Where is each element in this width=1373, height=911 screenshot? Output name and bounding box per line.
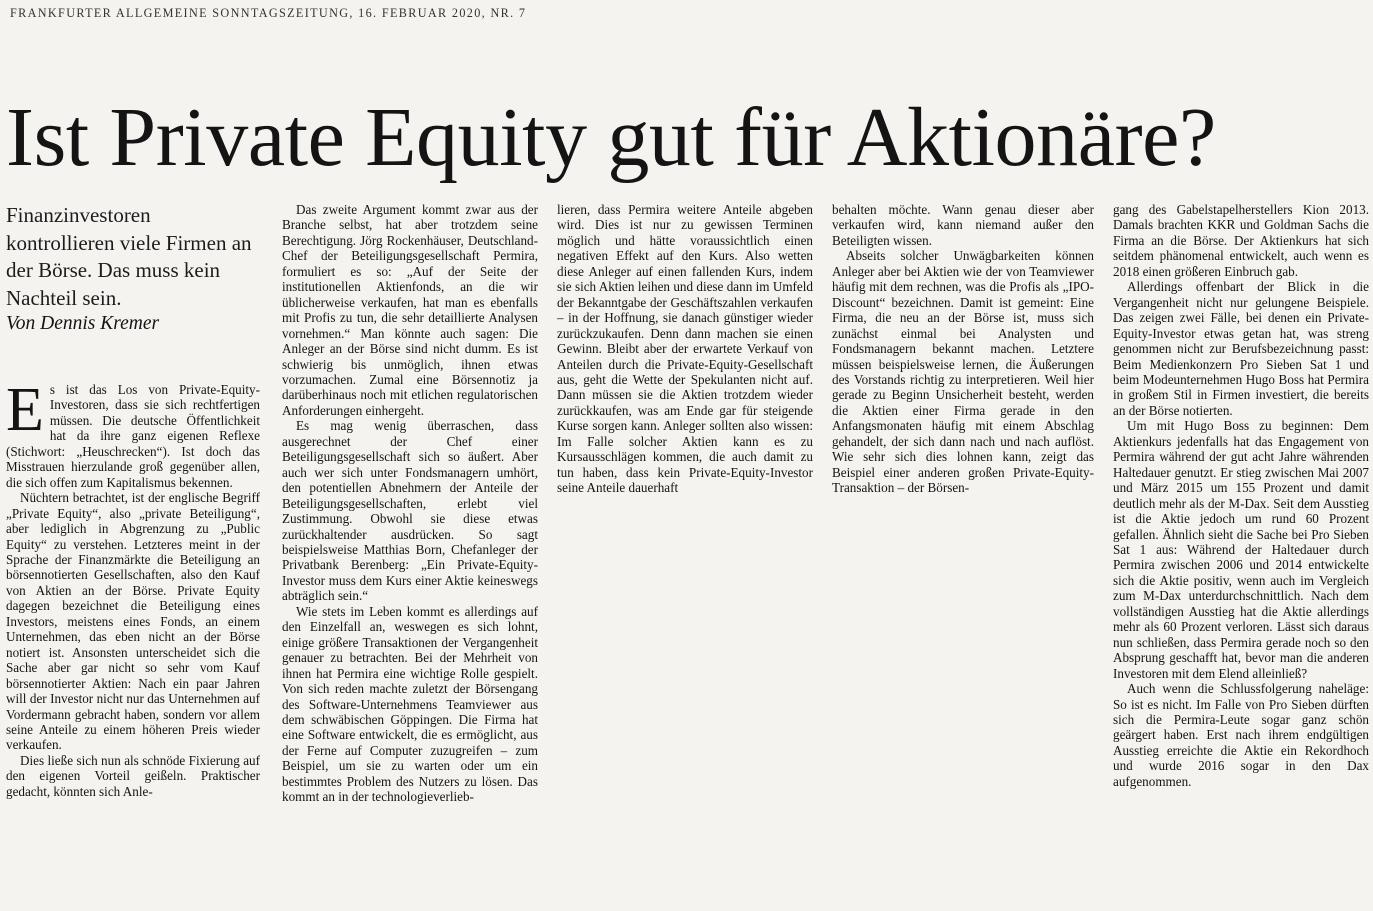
column-4 xyxy=(832,202,1094,496)
paragraph: Nüchtern betrachtet, ist der englische Begriff „Private Equity“, also „private Beteiligung“, aber lediglich in Abgrenzung zu „Public Equity“ zu verstehen. Letzteres meint in der Sprache der Finanzmärkte die Beteiligung an börsennotierten Gesellschaften, also den Kauf von Aktien an der Börse. Private Equity dagegen bezeichnet die Beteiligung eines Investors, meistens eines Fonds, an einem Unternehmen, das eben nicht an der Börse notiert ist. Ansonsten unterscheidet sich die Sache aber gar nicht so sehr vom Kauf börsennotierter Aktien: Nach ein paar Jahren will der Investor nicht nur das Unternehmen auf Vordermann gebracht haben, sondern vor allem seine Anteile zu einem höheren Preis wieder verkaufen. xyxy=(6,490,260,753)
paragraph: Um mit Hugo Boss zu beginnen: Dem Aktienkurs jedenfalls hat das Engagement von Permira während der gut acht Jahre währenden Haltedauer genutzt. Er stieg zwischen Mai 2007 und März 2015 um 155 Prozent und damit deutlich mehr als der M-Dax. Seit dem Ausstieg ist die Aktie jedoch um rund 60 Prozent gefallen. Ähnlich sieht die Sache bei Pro Sieben Sat 1 aus: Während der Haltedauer durch Permira zwischen 2006 und 2014 entwickelte sich die Aktie positiv, wenn auch im Vergleich zum M-Dax unterdurchschnittlich. Nach dem vollständigen Ausstieg hat die Aktie allerdings mehr als 60 Prozent verloren. Lässt sich daraus nun schließen, dass Permira gerade noch so den Absprung geschafft hat, bevor man die anderen Investoren mit dem Elend alleinließ? xyxy=(1113,418,1369,681)
paragraph: Dies ließe sich nun als schnöde Fixierung auf den eigenen Vorteil geißeln. Praktischer gedacht, könnten sich Anle- xyxy=(6,752,260,799)
deck: Finanzinvestoren kontrollieren viele Firmen an der Börse. Das muss kein Nachteil sein. xyxy=(6,203,252,310)
column-2 xyxy=(282,202,538,805)
column-5 xyxy=(1113,202,1369,789)
byline: Von Dennis Kremer xyxy=(6,313,160,334)
paragraph: Wie stets im Leben kommt es allerdings auf den Einzelfall an, weswegen es sich lohnt, einige größere Transaktionen der Vergangenheit genauer zu betrachten. Bei der Mehrheit von ihnen hat Permira eine wichtige Rolle gespielt. Von sich reden machte zuletzt der Börsengang des Software-Unternehmens Teamviewer aus dem schwäbischen Göppingen. Die Firma hat eine Software entwickelt, die es ermöglicht, aus der Ferne auf Computer zuzugreifen – zum Beispiel, um sie zu warten oder um ein bestimmtes Problem des Nutzers zu lösen. Das kommt an in der technologieverlieb- xyxy=(282,603,538,805)
masthead: FRANKFURTER ALLGEMEINE SONNTAGSZEITUNG, 16. FEBRUAR 2020, NR. 7 xyxy=(10,6,527,20)
paragraph: behalten möchte. Wann genau dieser aber verkaufen wird, kann niemand außer den Beteiligten wissen. xyxy=(832,202,1094,248)
headline: Ist Private Equity gut für Aktionäre? xyxy=(6,91,1216,184)
paragraph: Es mag wenig überraschen, dass ausgerechnet der Chef einer Beteiligungsgesellschaft sich so äußert. Aber auch wer sich unter Fondsmanagern umhört, den potentiellen Abnehmern der Anteile der Beteiligungsgesellschaften, erlebt viel Zustimmung. Obwohl sie diese etwas zurückhaltender ausdrücken. So sagt beispielsweise Matthias Born, Chefanleger der Privatbank Berenberg: „Ein Private-Equity-Investor muss dem Kurs einer Aktie keineswegs abträglich sein.“ xyxy=(282,418,538,604)
paragraph xyxy=(6,376,260,490)
column-3 xyxy=(557,202,813,496)
paragraph: gang des Gabelstapelherstellers Kion 2013. Damals brachten KKR und Goldman Sachs die Firma an die Börse. Der Aktienkurs hat sich seitdem phänomenal entwickelt, auch wenn es 2018 einen größeren Einbruch gab. xyxy=(1113,202,1369,279)
column-1 xyxy=(6,202,260,799)
paragraph: Allerdings offenbart der Blick in die Vergangenheit nicht nur gelungene Beispiele. Das zeigen zwei Fälle, bei denen ein Private-Equity-Investor etwas getan hat, was streng genommen nicht zur Berufsbezeichnung passt: Beim Medienkonzern Pro Sieben Sat 1 und beim Modeunternehmen Hugo Boss hat Permira in großem Stil in Firmen investiert, die bereits an der Börse notierten. xyxy=(1113,279,1369,418)
paragraph: Das zweite Argument kommt zwar aus der Branche selbst, hat aber trotzdem seine Berechtigung. Jörg Rockenhäuser, Deutschland-Chef der Beteiligungsgesellschaft Permira, formuliert es so: „Auf der Seite der institutionellen Aktienfonds, an die wir üblicherweise verkaufen, hat man es ebenfalls mit Profis zu tun, die sehr detaillierte Analysen vornehmen.“ Man könnte auch sagen: Die Anleger an der Börse sind nicht dumm. Es ist schwierig bis unmöglich, ihnen etwas vorzumachen. Zumal eine Börsennotiz ja darüberhinaus noch mit etlichen regulatorischen Anforderungen einhergeht. xyxy=(282,202,538,418)
paragraph: Abseits solcher Unwägbarkeiten können Anleger aber bei Aktien wie der von Teamviewer häufig mit dem rechnen, was die Profis als „IPO-Discount“ bezeichnen. Damit ist gemeint: Eine Firma, die neu an der Börse ist, muss sich zunächst einmal bei Analysten und Fondsmanagern bekannt machen. Letztere müssen beispielsweise lernen, die Äußerungen des Vorstands richtig zu interpretieren. Weil hier gerade zu Beginn Unsicherheit besteht, werden die Aktien einer Firma gerade in den Anfangsmonaten häufig mit einem Abschlag gehandelt, der sich dann nach und nach auflöst. Wie sehr sich dies lohnen kann, zeigt das Beispiel einer anderen großen Private-Equity-Transaktion – der Börsen- xyxy=(832,248,1094,496)
paragraph-text: s ist das Los von Private-Equity-Investoren, dass sie sich rechtfertigen müssen. Die deutsche Öffentlichkeit hat da ihre ganz eigenen Reflexe (Stichwort: „Heuschrecken“). Ist doch das Misstrauen hierzulande groß gegenüber allen, die sich offen zum Kapitalismus bekennen. xyxy=(6,382,260,490)
dropcap: E xyxy=(6,376,44,444)
paragraph: Auch wenn die Schlussfolgerung naheläge: So ist es nicht. Im Falle von Pro Sieben dürften sich die Permira-Leute sogar ganz schön geärgert haben. Erst nach ihrem endgültigen Ausstieg erreichte die Aktie ein Rekordhoch und wurde 2016 sogar in den Dax aufgenommen. xyxy=(1113,681,1369,789)
paragraph: lieren, dass Permira weitere Anteile abgeben wird. Dies ist nur zu gewissen Terminen möglich und hätte voraussichtlich einen negativen Effekt auf den Kurs. Also wetten diese Anleger auf einen fallenden Kurs, indem sie sich Aktien leihen und diese dann im Umfeld der Bekanntgabe der Geschäftszahlen verkaufen – in der Hoffnung, sie danach günstiger wieder zurückzukaufen. Denn dann machen sie einen Gewinn. Bleibt aber der erwartete Verkauf von Anteilen durch die Private-Equity-Gesellschaft aus, geht die Wette der Spekulanten nicht auf. Dann müssen sie die Aktien trotzdem wieder zurückkaufen, was am Ende gar für steigende Kurse sorgen kann. Anleger sollten also wissen: Im Falle solcher Aktien kann es zu Kursausschlägen kommen, die auch damit zu tun haben, dass kein Private-Equity-Investor seine Anteile dauerhaft xyxy=(557,202,813,496)
column-1-body xyxy=(6,376,260,799)
